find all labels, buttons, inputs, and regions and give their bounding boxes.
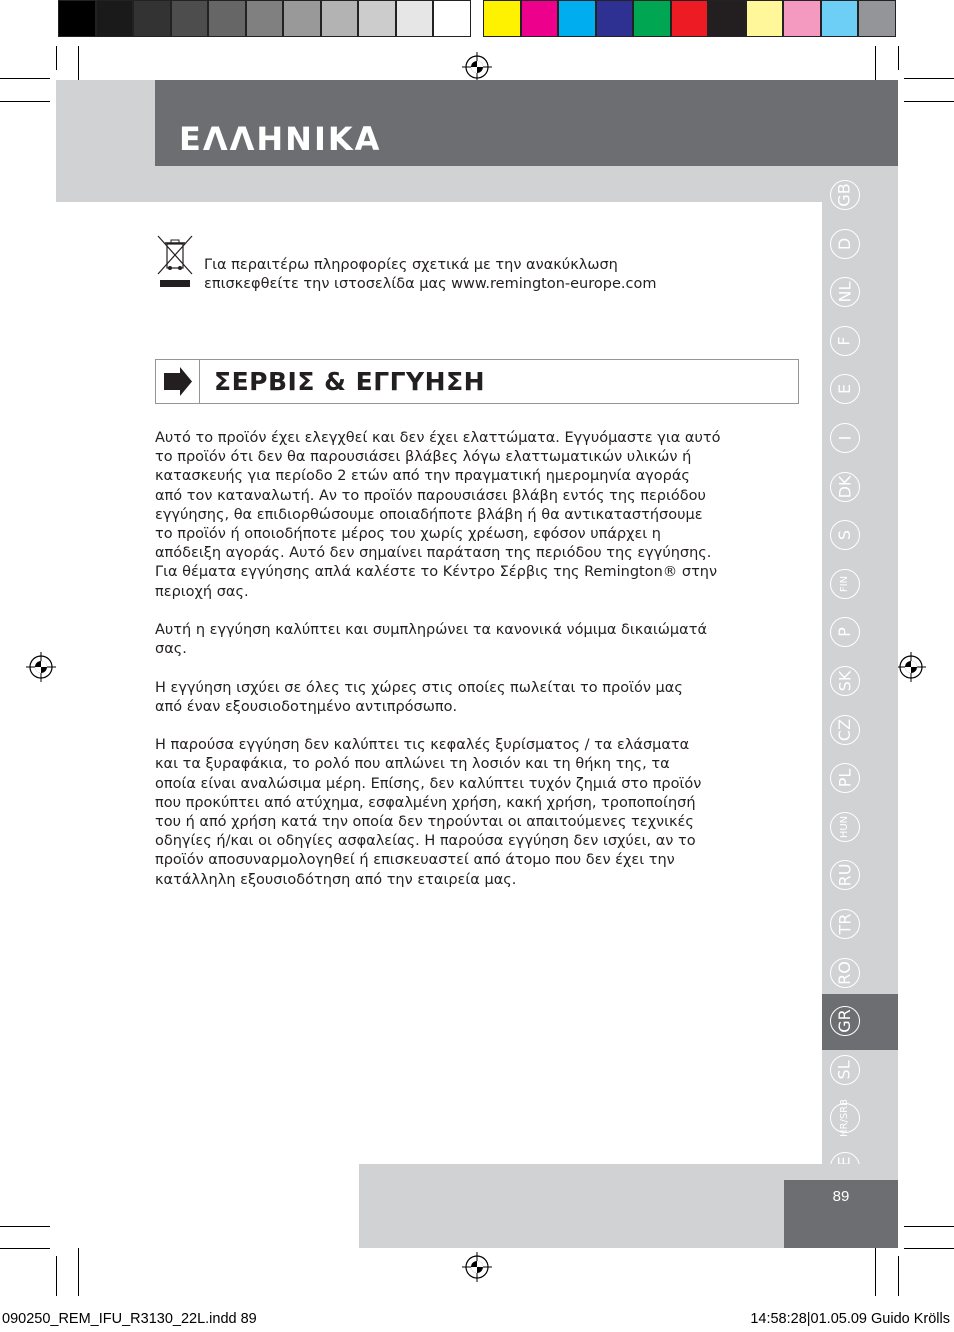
body-line: εγγύησης, θα επιδιορθώσουμε οποιαδήποτε βλάβη ή θα αντικαταστήσουμε <box>155 506 703 523</box>
language-tab-cz[interactable] <box>830 715 860 745</box>
language-tab-nl[interactable] <box>830 277 860 307</box>
language-tab-label: RO <box>835 960 854 985</box>
page-title: ΕΛΛΗΝΙΚΑ <box>179 120 382 158</box>
language-tab-label: GB <box>835 183 854 207</box>
file-slug: 090250_REM_IFU_R3130_22L.indd 89 <box>2 1311 257 1327</box>
body-line: από τον καταναλωτή. Αν το προϊόν παρουσιάσει βλάβη εντός της περιόδου <box>155 487 706 504</box>
registration-mark-icon <box>26 652 56 682</box>
warranty-text <box>155 429 780 909</box>
body-line: και τα ξυραφάκια, το ρολό που απλώνει τη λοσιόν και τη θήκη της, τα <box>155 756 670 773</box>
color-swatch <box>433 0 471 37</box>
language-tab-label: P <box>835 627 854 638</box>
language-tab-label: I <box>835 435 854 441</box>
body-line: Αυτό το προϊόν έχει ελεγχθεί και δεν έχει ελαττώματα. Εγγυόμαστε για αυτό <box>155 430 721 446</box>
color-swatch <box>746 0 784 37</box>
body-line: το προϊόν ότι δεν θα παρουσιάσει βλάβες λόγω ελαττωματικών υλικών ή <box>155 449 692 466</box>
color-swatch <box>671 0 709 37</box>
language-tab-fin[interactable] <box>830 569 860 599</box>
body-line: σας. <box>155 641 187 658</box>
language-tab-pl[interactable] <box>830 763 860 793</box>
crop-mark <box>56 1256 57 1296</box>
language-tab-d[interactable] <box>830 229 860 259</box>
color-swatch <box>208 0 246 37</box>
language-tab-sl[interactable] <box>830 1055 860 1085</box>
body-paragraph <box>155 679 780 717</box>
language-tab-label: S <box>835 530 854 541</box>
crop-mark <box>0 1226 50 1227</box>
recycle-line: Για περαιτέρω πληροφορίες σχετικά με την ανακύκλωση <box>204 257 618 273</box>
language-tab-hun[interactable] <box>830 812 860 842</box>
body-line: από έναν εξουσιοδοτημένο αντιπρόσωπο. <box>155 698 458 715</box>
body-line: το προϊόν ή οποιοδήποτε μέρος του χωρίς χρέωση, εφόσον υπάρχει η <box>155 526 661 543</box>
body-line: προϊόν αποσυναρμολογηθεί ή επισκευαστεί από άτομο που δεν έχει την <box>155 852 675 869</box>
title-bar <box>155 80 898 166</box>
color-swatch <box>246 0 284 37</box>
body-line: οδηγίες ή/και οι οδηγίες ασφαλείας. Η παρούσα εγγύηση δεν ισχύει, αν το <box>155 833 696 850</box>
color-swatch <box>171 0 209 37</box>
section-title: ΣΕΡΒΙΣ & ΕΓΓΥΗΣΗ <box>214 367 486 396</box>
language-tab-label: SL <box>834 1060 854 1080</box>
body-line: Αυτή η εγγύηση καλύπτει και συμπληρώνει τα κανονικά νόμιμα δικαιώματά <box>155 622 708 639</box>
language-tab-s[interactable] <box>830 520 860 550</box>
color-swatch <box>396 0 434 37</box>
color-swatch-bar-process <box>483 0 896 38</box>
arrow-right-icon <box>156 360 199 403</box>
section-header <box>155 359 799 404</box>
color-swatch <box>358 0 396 37</box>
color-swatch <box>633 0 671 37</box>
color-swatch <box>483 0 521 37</box>
language-tab-label: SK <box>835 670 854 692</box>
language-tab-sk[interactable] <box>830 666 860 696</box>
body-line: Η παρούσα εγγύηση δεν καλύπτει τις κεφαλές ξυρίσματος / τα ελάσματα <box>155 737 690 754</box>
language-tab-p[interactable] <box>830 617 860 647</box>
registration-mark-icon <box>896 652 926 682</box>
language-tab-f[interactable] <box>830 326 860 356</box>
crop-mark <box>898 46 899 70</box>
language-tab-label: GR <box>834 1009 854 1033</box>
crop-mark <box>904 1226 954 1227</box>
body-line: που προκύπτει από ατύχημα, εσφαλμένη χρήση, κακή χρήση, τροποποίησή <box>155 794 696 811</box>
page-number-box <box>784 1180 898 1248</box>
body-line: κατάλληλη εξουσιοδότηση από την εταιρεία μας. <box>155 871 517 888</box>
section-arrow-cell <box>156 360 200 403</box>
color-swatch <box>58 0 96 37</box>
language-tab-label: E <box>834 384 854 395</box>
color-swatch <box>783 0 821 37</box>
body-paragraph <box>155 621 780 659</box>
color-swatch <box>821 0 859 37</box>
language-tab-label: HR/SRB <box>839 1099 850 1138</box>
color-swatch <box>133 0 171 37</box>
color-swatch <box>521 0 559 37</box>
language-tab-label: RU <box>834 863 854 887</box>
body-line: Για θέματα εγγύησης απλά καλέστε το Κέντρο Σέρβις της Remington® στην <box>155 564 718 581</box>
body-line: οποία είναι αναλώσιμα μέρη. Επίσης, δεν καλύπτει τυχόν ζημιά στο προϊόν <box>155 775 702 792</box>
page-number: 89 <box>832 1188 850 1205</box>
language-tab-i[interactable] <box>830 423 860 453</box>
language-tab-label: D <box>834 237 854 250</box>
language-tab-label: TR <box>834 913 854 935</box>
language-tab-label: F <box>834 336 854 346</box>
language-tab-gr[interactable] <box>830 1006 860 1036</box>
language-tab-label: CZ <box>834 718 854 741</box>
body-line: Η εγγύηση ισχύει σε όλες τις χώρες στις οποίες πωλείται το προϊόν μας <box>155 679 683 696</box>
color-swatch <box>596 0 634 37</box>
body-line: απόδειξη αγοράς. Αυτό δεν σημαίνει παράταση της περιόδου της εγγύησης. <box>155 545 712 562</box>
crop-mark <box>56 46 57 70</box>
body-line: του ή από χρήση κατά την οποία δεν τηρούνται οι απαιτούμενες τεχνικές <box>155 814 694 831</box>
crop-mark <box>904 101 954 102</box>
language-tab-label: HUN <box>838 815 850 838</box>
crop-mark <box>904 78 954 79</box>
registration-mark-icon <box>462 1252 492 1282</box>
crop-mark <box>78 1248 79 1296</box>
body-paragraph <box>155 429 780 602</box>
language-tab-gb[interactable] <box>830 180 860 210</box>
color-swatch <box>708 0 746 37</box>
crop-mark <box>875 1248 876 1296</box>
recycle-line: επισκεφθείτε την ιστοσελίδα μας www.remington-europe.com <box>204 276 657 292</box>
crop-mark <box>0 1248 50 1249</box>
color-swatch <box>321 0 359 37</box>
crop-mark <box>898 1256 899 1296</box>
language-tab-ru[interactable] <box>830 860 860 890</box>
recycle-notice <box>204 256 656 294</box>
color-swatch <box>858 0 896 37</box>
language-tab-tr[interactable] <box>830 909 860 939</box>
language-tab-dk[interactable] <box>830 472 860 502</box>
crop-mark <box>0 78 50 79</box>
language-tab-ro[interactable] <box>830 958 860 988</box>
language-tab-strip <box>822 166 898 1164</box>
language-tab-e[interactable] <box>830 374 860 404</box>
color-swatch-bar <box>58 0 471 38</box>
language-tab-label: DK <box>835 475 854 498</box>
crop-mark <box>904 1248 954 1249</box>
timestamp-slug: 14:58:28|01.05.09 Guido Krölls <box>750 1311 950 1327</box>
color-swatch <box>558 0 596 37</box>
registration-mark-icon <box>462 52 492 82</box>
language-tab-label: NL <box>834 281 854 303</box>
body-line: περιοχή σας. <box>155 583 249 600</box>
body-paragraph <box>155 736 780 890</box>
language-tab-label: FIN <box>839 575 850 592</box>
language-tab-label: PL <box>835 768 854 788</box>
color-swatch <box>96 0 134 37</box>
language-tab-hr-srb[interactable] <box>830 1099 860 1138</box>
crossed-bin-icon <box>156 234 194 290</box>
crop-mark <box>0 101 50 102</box>
color-swatch <box>283 0 321 37</box>
body-line: κατασκευής για περίοδο 2 ετών από την πραγματική ημερομηνία αγοράς <box>155 468 690 485</box>
